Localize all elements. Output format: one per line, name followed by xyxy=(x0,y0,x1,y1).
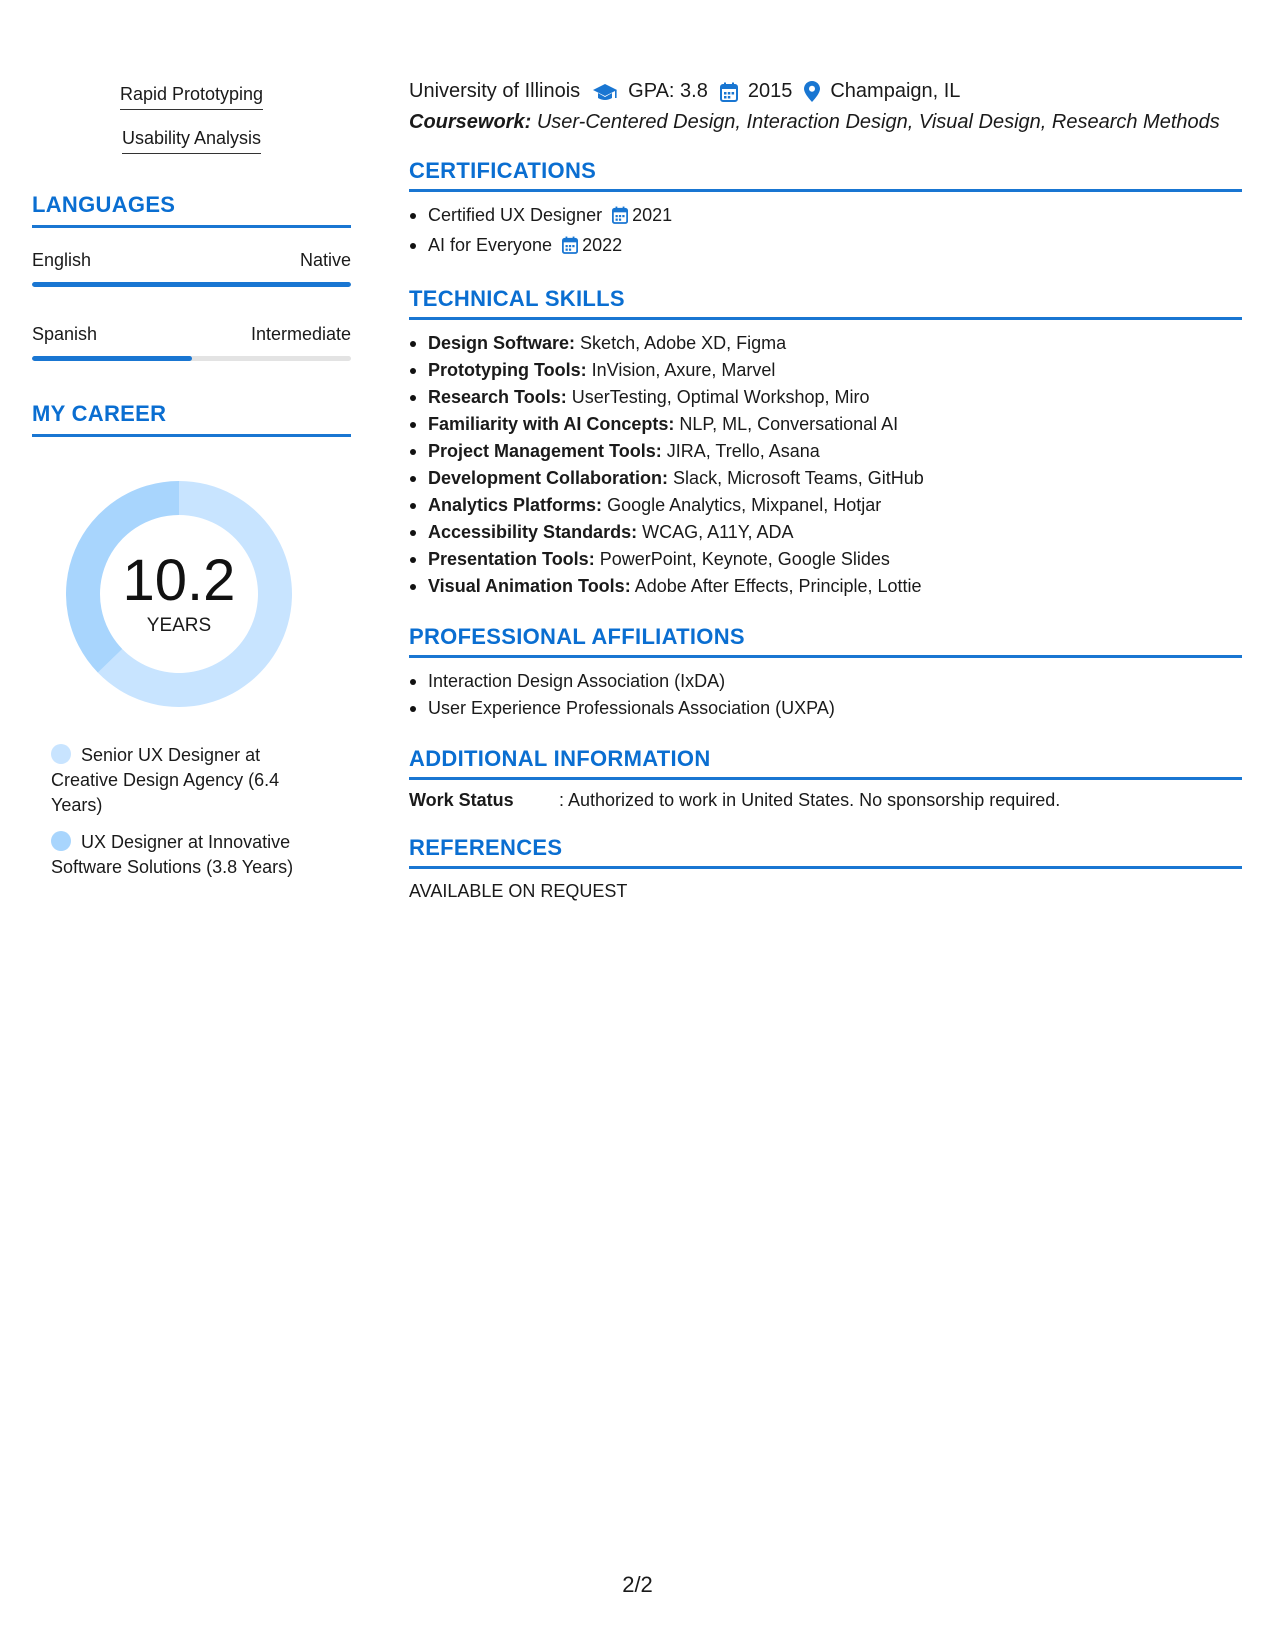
work-status-row xyxy=(409,790,1242,811)
career-section xyxy=(32,401,351,880)
list-item: User Experience Professionals Association (UXPA) xyxy=(409,695,1242,722)
language-name: Spanish xyxy=(32,324,98,344)
skill-value: Adobe After Effects, Principle, Lottie xyxy=(634,576,922,596)
language-proficiency-fill xyxy=(32,356,192,361)
coursework-label: Coursework: xyxy=(409,111,532,133)
language-proficiency-bar xyxy=(32,282,351,287)
skill-tag: Usability Analysis xyxy=(122,128,261,154)
work-status-value: : Authorized to work in United States. No sponsorship required. xyxy=(559,790,1061,810)
list-item xyxy=(409,330,1242,357)
technical-skills-list xyxy=(409,330,1242,600)
skill-label: Familiarity with AI Concepts: xyxy=(428,414,675,434)
certification-year: 2022 xyxy=(582,235,623,255)
list-item xyxy=(409,232,1242,262)
language-row xyxy=(32,324,351,345)
skill-value: InVision, Axure, Marvel xyxy=(591,360,776,380)
list-item xyxy=(409,465,1242,492)
affiliations-list xyxy=(409,668,1242,722)
language-level: Native xyxy=(299,250,351,270)
skill-label: Design Software: xyxy=(428,333,576,353)
language-proficiency-fill xyxy=(32,282,351,287)
work-status-label: Work Status xyxy=(409,790,514,810)
section-title-additional-info: ADDITIONAL INFORMATION xyxy=(409,746,1242,780)
coursework-value: User-Centered Design, Interaction Design, Visual Design, Research Methods xyxy=(536,111,1220,133)
gpa: GPA: 3.8 xyxy=(628,80,708,102)
school-name: University of Illinois xyxy=(409,80,581,102)
skill-value: Sketch, Adobe XD, Figma xyxy=(580,333,787,353)
calendar-icon xyxy=(612,205,628,232)
skill-value: WCAG, A11Y, ADA xyxy=(642,522,794,542)
legend-label: UX Designer at Innovative Software Solutions (3.8 Years) xyxy=(51,832,294,877)
references-text: AVAILABLE ON REQUEST xyxy=(409,881,628,901)
legend-dot xyxy=(51,831,71,851)
section-title-references: REFERENCES xyxy=(409,835,1242,869)
language-name: English xyxy=(32,250,92,270)
calendar-icon xyxy=(720,82,738,102)
certification-name: Certified UX Designer xyxy=(428,205,603,225)
language-level: Intermediate xyxy=(250,324,351,344)
references-section xyxy=(409,835,1242,902)
list-item xyxy=(409,546,1242,573)
graduation-cap-icon xyxy=(592,82,618,102)
skill-label: Accessibility Standards: xyxy=(428,522,638,542)
list-item xyxy=(409,202,1242,232)
skill-value: Slack, Microsoft Teams, GitHub xyxy=(673,468,924,488)
skill-label: Analytics Platforms: xyxy=(428,495,603,515)
right-column xyxy=(409,80,1242,902)
list-item xyxy=(409,519,1242,546)
skill-value: UserTesting, Optimal Workshop, Miro xyxy=(571,387,870,407)
certifications-section xyxy=(409,158,1242,262)
skill-value: Google Analytics, Mixpanel, Hotjar xyxy=(607,495,882,515)
skill-tag: Rapid Prototyping xyxy=(120,84,263,110)
skill-label: Visual Animation Tools: xyxy=(428,576,631,596)
location-pin-icon xyxy=(804,81,820,102)
skill-label: Development Collaboration: xyxy=(428,468,669,488)
page-number: 2/2 xyxy=(622,1572,653,1597)
certification-name: AI for Everyone xyxy=(428,235,553,255)
education-line xyxy=(409,80,1242,103)
skill-value: NLP, ML, Conversational AI xyxy=(679,414,899,434)
section-title-languages: LANGUAGES xyxy=(32,192,351,228)
section-title-career: MY CAREER xyxy=(32,401,351,437)
certification-year: 2021 xyxy=(632,205,673,225)
additional-info-section xyxy=(409,746,1242,811)
calendar-icon xyxy=(562,235,578,262)
section-title-affiliations: PROFESSIONAL AFFILIATIONS xyxy=(409,624,1242,658)
legend-item xyxy=(51,830,321,880)
affiliations-section xyxy=(409,624,1242,722)
skill-label: Presentation Tools: xyxy=(428,549,595,569)
left-column xyxy=(32,84,351,892)
skill-value: PowerPoint, Keynote, Google Slides xyxy=(599,549,890,569)
list-item xyxy=(409,573,1242,600)
list-item xyxy=(409,492,1242,519)
career-unit: YEARS xyxy=(146,615,212,636)
skill-label: Project Management Tools: xyxy=(428,441,662,461)
list-item xyxy=(409,357,1242,384)
graduation-year: 2015 xyxy=(747,80,793,102)
career-donut-chart xyxy=(66,481,292,707)
language-proficiency-bar xyxy=(32,356,351,361)
language-row xyxy=(32,250,351,271)
languages-section xyxy=(32,192,351,361)
career-legend xyxy=(32,743,351,880)
skill-label: Research Tools: xyxy=(428,387,567,407)
career-total-years: 10.2 xyxy=(122,548,236,613)
coursework-line xyxy=(409,111,1242,134)
legend-item xyxy=(51,743,321,818)
skill-label: Prototyping Tools: xyxy=(428,360,587,380)
list-item xyxy=(409,411,1242,438)
skill-value: JIRA, Trello, Asana xyxy=(666,441,820,461)
list-item xyxy=(409,438,1242,465)
legend-dot xyxy=(51,744,71,764)
list-item xyxy=(409,384,1242,411)
school-location: Champaign, IL xyxy=(830,80,961,102)
legend-label: Senior UX Designer at Creative Design Agency (6.4 Years) xyxy=(51,745,280,815)
technical-skills-section xyxy=(409,286,1242,600)
list-item: Interaction Design Association (IxDA) xyxy=(409,668,1242,695)
section-title-certifications: CERTIFICATIONS xyxy=(409,158,1242,192)
section-title-technical-skills: TECHNICAL SKILLS xyxy=(409,286,1242,320)
certifications-list xyxy=(409,202,1242,262)
